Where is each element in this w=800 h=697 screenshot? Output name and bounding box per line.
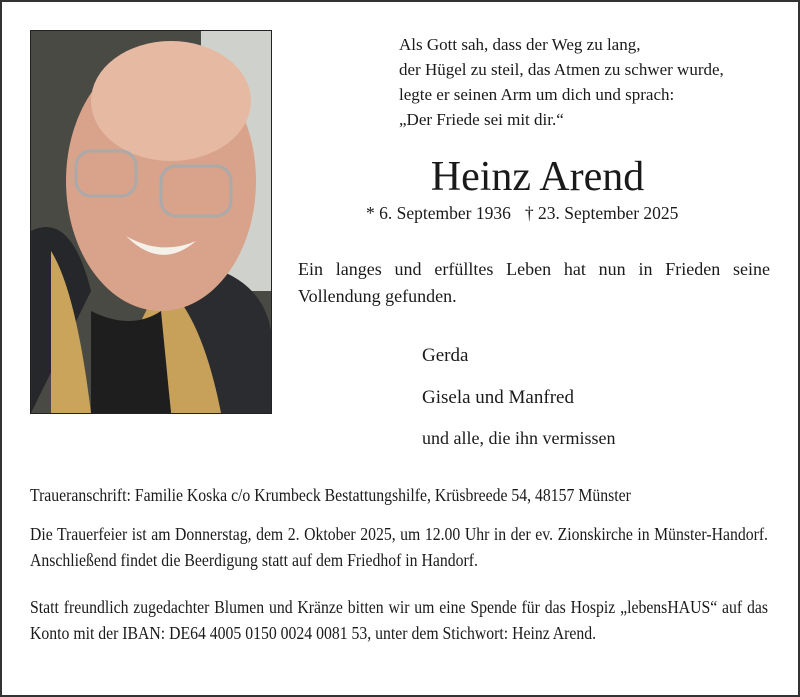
poem-line: Als Gott sah, dass der Weg zu lang, <box>399 35 641 54</box>
donation-info: Statt freundlich zugedachter Blumen und Kränze bitten wir um eine Spende für das Hospiz „lebensHAUS“ auf das Konto mit der IBAN: DE64 4005 0150 0024 0081 53, unter dem Stichwort: Heinz Arend. <box>30 597 768 643</box>
mourning-address: Traueranschrift: Familie Koska c/o Krumbeck Bestattungshilfe, Krüsbreede 54, 48157 Münster <box>30 485 631 505</box>
mourner: Gisela und Manfred <box>422 387 574 408</box>
portrait-photo <box>30 30 272 414</box>
deceased-name: Heinz Arend <box>430 154 645 200</box>
lead-text: Ein langes und erfülltes Leben hat nun in Frieden seine Vollendung gefunden. <box>298 259 770 306</box>
poem-line: der Hügel zu steil, das Atmen zu schwer wurde, <box>399 60 724 79</box>
poem-line: legte er seinen Arm um dich und sprach: <box>399 85 675 104</box>
mourner: und alle, die ihn vermissen <box>422 428 616 448</box>
death-date: † 23. September 2025 <box>524 203 679 223</box>
mourner: Gerda <box>422 345 469 366</box>
poem-line: „Der Friede sei mit dir.“ <box>399 110 564 129</box>
life-dates <box>366 203 678 224</box>
birth-date: * 6. September 1936 <box>366 203 511 223</box>
poem <box>399 32 724 132</box>
funeral-info: Die Trauerfeier ist am Donnerstag, dem 2. Oktober 2025, um 12.00 Uhr in der ev. Zionskirche in Münster-Handorf. Anschließend findet die Beerdigung statt auf dem Friedhof in Handorf. <box>30 524 768 570</box>
